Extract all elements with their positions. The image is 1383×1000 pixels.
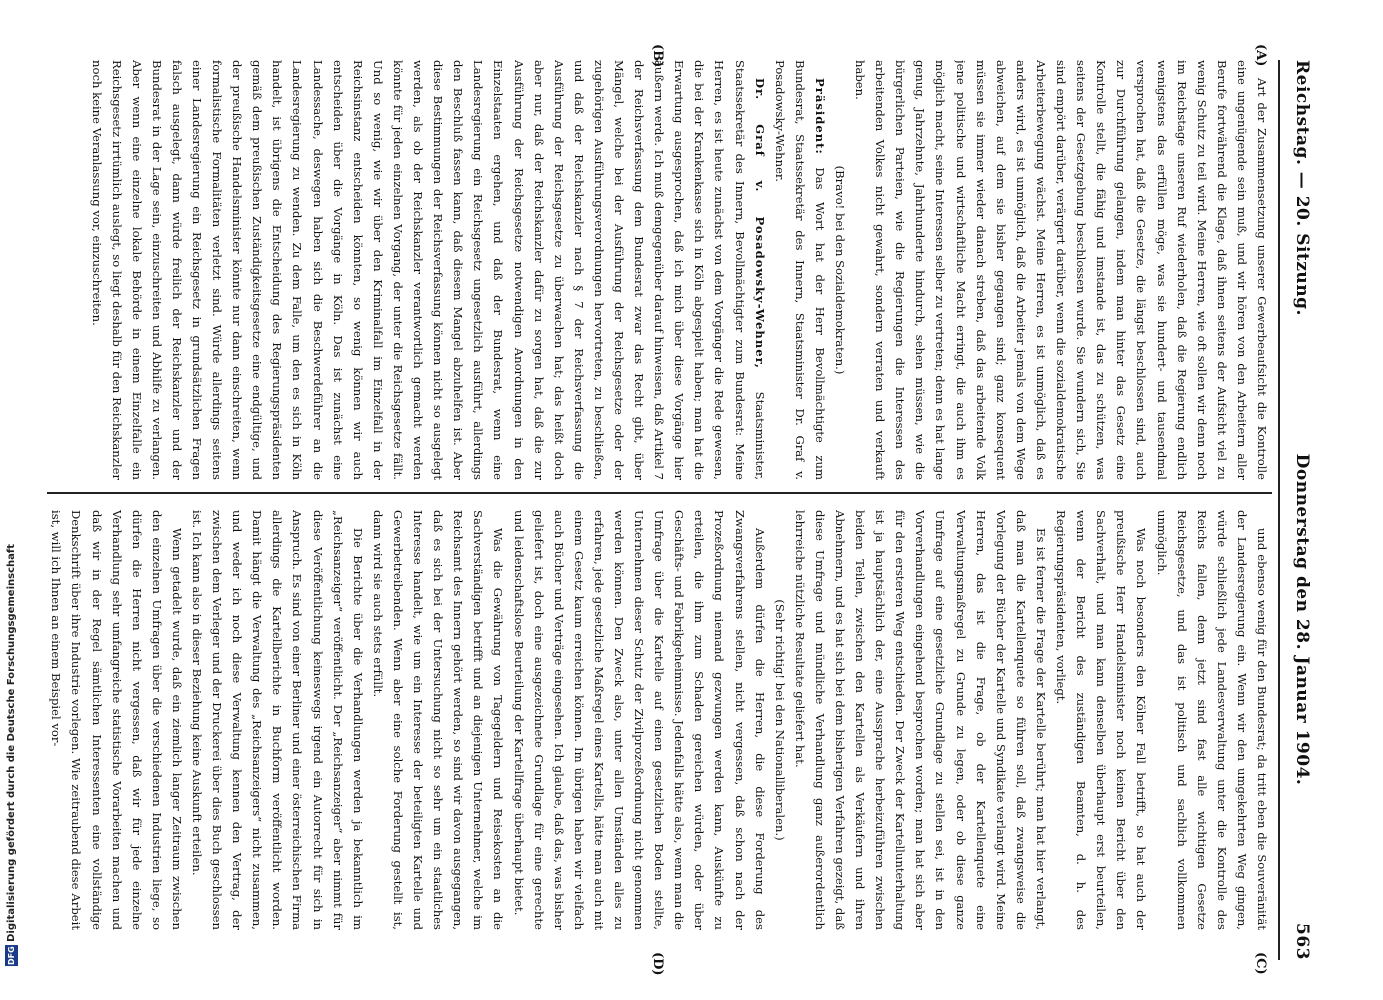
paragraph: Was noch besonders den Kölner Fall betrifft, so hat auch der preußische Herr Handelsminister noch keinen Bericht über den Sachverhalt, und man kann denselben überhaupt erst beurteilen, wenn der Bericht des zuständigen Beamten, d. h. des Regierungspräsidenten, vorliegt.	[1054, 510, 1149, 930]
interjection: (Sehr richtig! bei den Nationalliberalen.)	[772, 599, 787, 841]
paragraph	[770, 60, 830, 480]
paragraph: Was die Gewährung von Tagegeldern und Reisekosten an die Sachverständigen betrifft und an diejenigen Unternehmer, welche im Reichsamt des Innern gehört werden, so sind wir davon ausgegangen, daß es sich bei der Untersuchung nicht so sehr um ein staatliches Interesse handelt, wie um ein Interesse der beteiligten Kartelle und Gewerbetreibenden. Wenn aber eine solche Forderung gestellt ist, dann wird sie auch stets erfüllt.	[370, 510, 506, 930]
paragraph: Wenn getadelt wurde, daß ein ziemlich langer Zeitraum zwischen den einzelnen Umfragen über die verschiedenen Industrien liege, so dürfen die Herren nicht vergessen, daß wir für jede einzelne Verhandlung sehr umfangreiche statistische Vorarbeiten machen und daß wir in der Regel sämtlichen Interessenten eine vollständige Denkschrift über ihre Industrie vorlegen. Wie zeitraubend diese Arbeit ist, will ich Ihnen an einem Beispiel vor-	[49, 510, 184, 930]
digitization-credit	[0, 0, 22, 1000]
header-rule	[1278, 60, 1280, 960]
paragraph: Außerdem dürfen die Herren, die diese Forderung des Zwangsverfahrens stellen, nicht vergessen, daß schon nach der Prozeßordnung niemand gezwungen werden kann, Auskünfte zu erteilen, die ihm zum Schaden gereichen würden, oder über Geschäfts- und Fabrikgeheimnisse. Jedenfalls hätte also, wenn man die Umfrage über die Kartelle auf einen gesetzlichen Boden stellte, Unternehmen dieser Schutz der Zivilprozeßordnung nicht genommen werden können. Den Zweck also, unter allen Umständen alles zu erfahren, jede gesetzliche Maßregel eines Kartells, hätte man auch mit einem Gesetz kaum erreichen können. Im übrigen haben wir vielfach auch Bücher und Verträge eingesehen. Ich glaube, daß das, was bisher geliefert ist, doch eine ausgezeichnete Grundlage für eine gerechte und leidenschaftslose Beurteilung der Kartellfrage überhaupt bietet.	[511, 510, 767, 930]
paragraph: Die Berichte über die Verhandlungen werden ja bekanntlich im „Reichsanzeiger“ veröffentlicht. Der „Reichsanzeiger“ aber nimmt für diese Veröffentlichung keineswegs irgend ein Autorrecht für sich in Anspruch. Es sind von einer Berliner und einer österreichischen Firma allerdings die Kartellberichte in Buchform veröffentlicht worden. Damit hängt die Verwaltung des „Reichsanzeigers“ nicht zusammen, und weder ich noch diese Verwaltung kennen den Vertrag, der zwischen dem Verleger und der Druckerei über dies Buch geschlossen ist. Ich kann also in dieser Beziehung keine Auskunft erteilen.	[190, 510, 365, 930]
interjection: (Bravo! bei den Sozialdemokraten.)	[833, 165, 848, 375]
left-column	[47, 60, 1272, 480]
right-column	[47, 510, 1272, 930]
paragraph	[86, 60, 769, 480]
speech-text: Staatsminister, Staatssekretär des Innern, Bevollmächtigter zum Bundesrat: Meine Herren, es ist heute zunächst von dem Vorgänger die Rede gewesen, die bei der Krankenkasse sich in Köln abgespielt haben; man hat die Erwartung ausgesprochen, daß ich mich über diese Vorgänge hier äußern werde. Ich muß demgegenüber darauf hinweisen, daß Artikel 7 der Reichsverfassung dem Bundesrat zwar das Recht gibt, über Mängel, welche bei der Ausführung der Reichsgesetze oder der zugehörigen Ausführungsverordnungen hervortreten, zu beschließen, und daß der Reichskanzler nach § 7 der Reichsverfassung die Ausführung der Reichsgesetze zu überwachen hat; das heißt doch aber nur, daß der Reichskanzler dafür zu sorgen hat, daß die zur Ausführung der Reichsgesetze notwendigen Anordnungen in den Einzelstaaten ergehen, und daß der Bundesrat, wenn eine Landesregierung ein Reichsgesetz ungesetzlich ausführt, allerdings den Beschluß fassen kann, daß diesem Mangel abzuhelfen ist. Aber diese Bestimmungen der Reichsverfassung können nicht so ausgelegt werden, als ob der Reichskanzler verantwortlich gemacht werden könnte für jeden einzelnen Vorgang, der unter die Reichsgesetze fällt. Und so wenig, wie wir über den Kriminalfall im Einzelfall in der Reichsinstanz entscheiden könnten, so wenig können wir auch entscheiden über die Vorgänge in Köln. Das ist zunächst eine Landessache, deswegen haben sich die Beschwerdeführer an die Landesregierung zu wenden. Zu dem Falle, um den es sich in Köln handelt, ist übrigens die Entscheidung des Regierungspräsidenten gemäß dem preußischen Zuständigkeitsgesetze eine endgültige, und der preußische Handelsminister könnte nur dann einschreiten, wenn formalistische Formalitäten verletzt sind. Würde allerdings seitens einer Landesregierung ein Reichsgesetz in grundsätzlichen Fragen falsch ausgelegt, dann würde freilich der Reichskanzler und der Bundesrat in der Lage sein, einzuschreiten und Abhilfe zu verlangen. Aber wenn eine einzelne lokale Behörde in einem Einzelfalle ein Reichsgesetz irrtümlich auslegt, so liegt deshalb für den Reichskanzler noch keine Veranlassung vor, einzuschreiten.	[89, 60, 767, 480]
column-divider	[47, 492, 1272, 494]
margin-marker-c: (C)	[1253, 952, 1268, 975]
page-header	[1282, 60, 1322, 960]
funding-note: Digitalisierung gefördert durch die Deutsche Forschungsgemeinschaft	[5, 543, 17, 942]
paragraph: und ebenso wenig für den Bundesrat; da tritt eben die Souveränität der Landesregierung ein. Wenn wir den umgekehrten Weg gingen, würde schließlich jede Landesverwaltung unter die Kontrolle des Reichs fallen, denn jetzt sind fast alle wichtigen Gesetze Reichsgesetze, und das ist politisch und sachlich vollkommen unmöglich.	[1154, 510, 1269, 930]
document-page	[30, 0, 1330, 1000]
speaker-name: Präsident:	[812, 78, 827, 155]
digitization-credit-text	[5, 544, 18, 970]
speaker-name: Dr. Graf v. Posadowsky-Wehner,	[752, 78, 767, 369]
paragraph: Es ist ferner die Frage der Kartelle berührt; man hat hier verlangt, daß man die Kartellenquete so führen soll, daß zwangsweise die Vorlegung der Bücher der Kartelle und Syndikate verlangt wird. Meine Herren, das ist die Frage, ob der Kartellenquete eine Verwaltungsmaßregel zu Grunde zu legen, oder ob diese ganze Umfrage auf eine gesetzliche Grundlage zu stellen sei, ist in den Vorverhandlungen eingehend besprochen worden; man hat sich aber für den ersteren Weg entschieden. Der Zweck der Kartellunterhaltung ist ja hauptsächlich der, eine Aussprache herbeizuführen zwischen beiden Teilen, zwischen den Kartellen als Verkäufern und ihren Abnehmern, und es hat sich bei dem bisherigen Verfahren gezeigt, daß diese Umfrage und mündliche Verhandlung ganz außerordentlich lehrreiche nützliche Resultate geliefert hat.	[792, 510, 1048, 930]
header-date: Donnerstag den 28. Januar 1904.	[1292, 453, 1312, 786]
margin-marker-b: (B)	[650, 44, 665, 68]
dfg-logo: DFG	[6, 946, 16, 965]
page-number: 563	[1292, 922, 1312, 960]
speech-text: Das Wort hat der Herr Bevollmächtigte zum Bundesrat, Staatssekretär des Innern, Staatsminister Dr. Graf v. Posadowsky-Wehner.	[772, 60, 827, 480]
margin-marker-d: (D)	[650, 952, 665, 976]
margin-marker-a: (A)	[1253, 44, 1268, 67]
paragraph: Art der Zusammensetzung unserer Gewerbeaufsicht die Kontrolle eine ungenügende sein muß, und wir hören von den Arbeitern aller Berufe fortwährend die Klage, daß ihnen seitens der Aufsicht viel zu wenig Schutz zu teil wird. Meine Herren, wie oft sollen wir denn noch im Reichstage unseren Ruf wiederholen, daß die Regierung endlich wenigstens das erfüllen möge, was sie hundert- und tausendmal versprochen hat, daß die Gesetze, die längst beschlossen sind, auch zur Durchführung gelangen, indem man hinter das Gesetz eine Kontrolle stellt, die fähig und imstande ist, das zu schützen, was seitens der Gesetzgebung beschlossen wurde. Sie wundern sich, Sie sind empört darüber, verärgert darüber, wenn die sozialdemokratische Arbeiterbewegung wächst. Meine Herren, es ist unmöglich, daß es anders wird, es ist unmöglich, daß die Arbeiter jemals von dem Wege abweichen, auf dem sie bisher gegangen sind; ganz konsequent müssen sie immer wieder danach streben, daß das arbeitende Volk jene politische und wirtschaftliche Macht erringt, die auch ihm es möglich macht, seine Interessen selber zu vertreten; denn es hat lange genug, Jahrzehnte, Jahrhunderte hindurch, sehen müssen, wie die bürgerlichen Parteien, wie die Regierungen die Interessen des arbeitenden Volkes nicht gewahrt, sondern verraten und verkauft haben.	[853, 60, 1269, 480]
header-left: Reichstag. — 20. Sitzung.	[1292, 60, 1312, 316]
